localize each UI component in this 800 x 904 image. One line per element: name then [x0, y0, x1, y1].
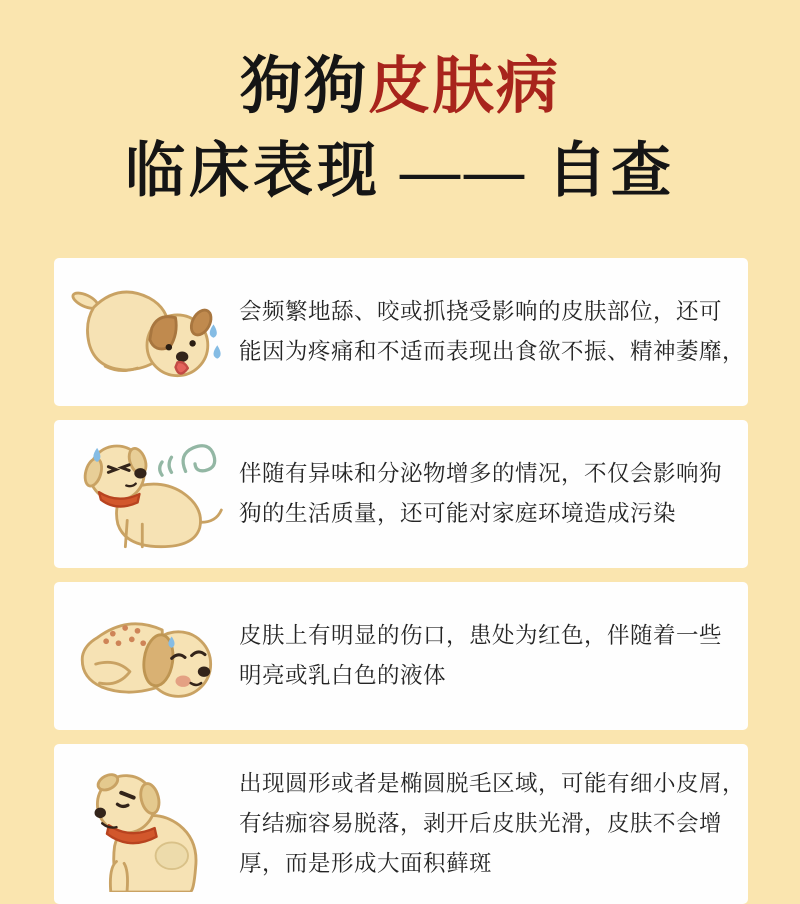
symptom-card-licking [54, 258, 748, 406]
title-skin-disease-text: 皮肤病 [368, 53, 561, 121]
card-3-line-1: 皮肤上有明显的伤口，患处为红色，伴随着一些 [239, 623, 723, 648]
title-line-1 [0, 50, 800, 124]
dog-hair-loss-icon [80, 768, 214, 892]
sweat-drop-icon [213, 345, 220, 358]
card-1-line-1: 会频繁地舔、咬或抓挠受影响的皮肤部位，还可 [239, 299, 723, 324]
symptom-card-list [54, 258, 748, 904]
symptom-card-hair-loss [54, 744, 748, 904]
dog-smelly-odor-icon [67, 431, 227, 557]
symptom-card-wound [54, 582, 748, 730]
card-4-text [239, 764, 748, 884]
card-2-illustration [54, 431, 239, 557]
card-1-illustration [54, 275, 239, 389]
stink-swirl-icon [159, 446, 214, 475]
card-1-text [239, 292, 748, 372]
card-4-line-1: 出现圆形或者是椭圆脱毛区域，可能有细小皮屑， [239, 771, 746, 796]
card-3-illustration [54, 605, 239, 707]
dog-licking-scratching-icon [71, 275, 223, 389]
card-3-text [239, 616, 748, 696]
card-1-line-2: 能因为疼痛和不适而表现出食欲不振、精神萎靡， [239, 339, 746, 364]
title-dog-text: 狗狗 [239, 53, 368, 121]
sweat-drop-icon [209, 324, 216, 337]
card-4-illustration [54, 756, 239, 892]
card-4-line-3: 厚，而是形成大面积藓斑 [239, 851, 493, 876]
page-title [0, 50, 800, 208]
symptom-card-odor [54, 420, 748, 568]
card-4-line-2: 有结痂容易脱落，剥开后皮肤光滑，皮肤不会增 [239, 811, 723, 836]
bald-patch-icon [155, 842, 187, 869]
card-2-line-2: 狗的生活质量，还可能对家庭环境造成污染 [239, 501, 677, 526]
card-2-line-1: 伴随有异味和分泌物增多的情况，不仅会影响狗 [239, 461, 723, 486]
dog-skin-wound-icon [71, 605, 223, 707]
title-line-2: 临床表现 —— 自查 [125, 138, 675, 204]
card-3-line-2: 明亮或乳白色的液体 [239, 663, 447, 688]
card-2-text [239, 454, 748, 534]
